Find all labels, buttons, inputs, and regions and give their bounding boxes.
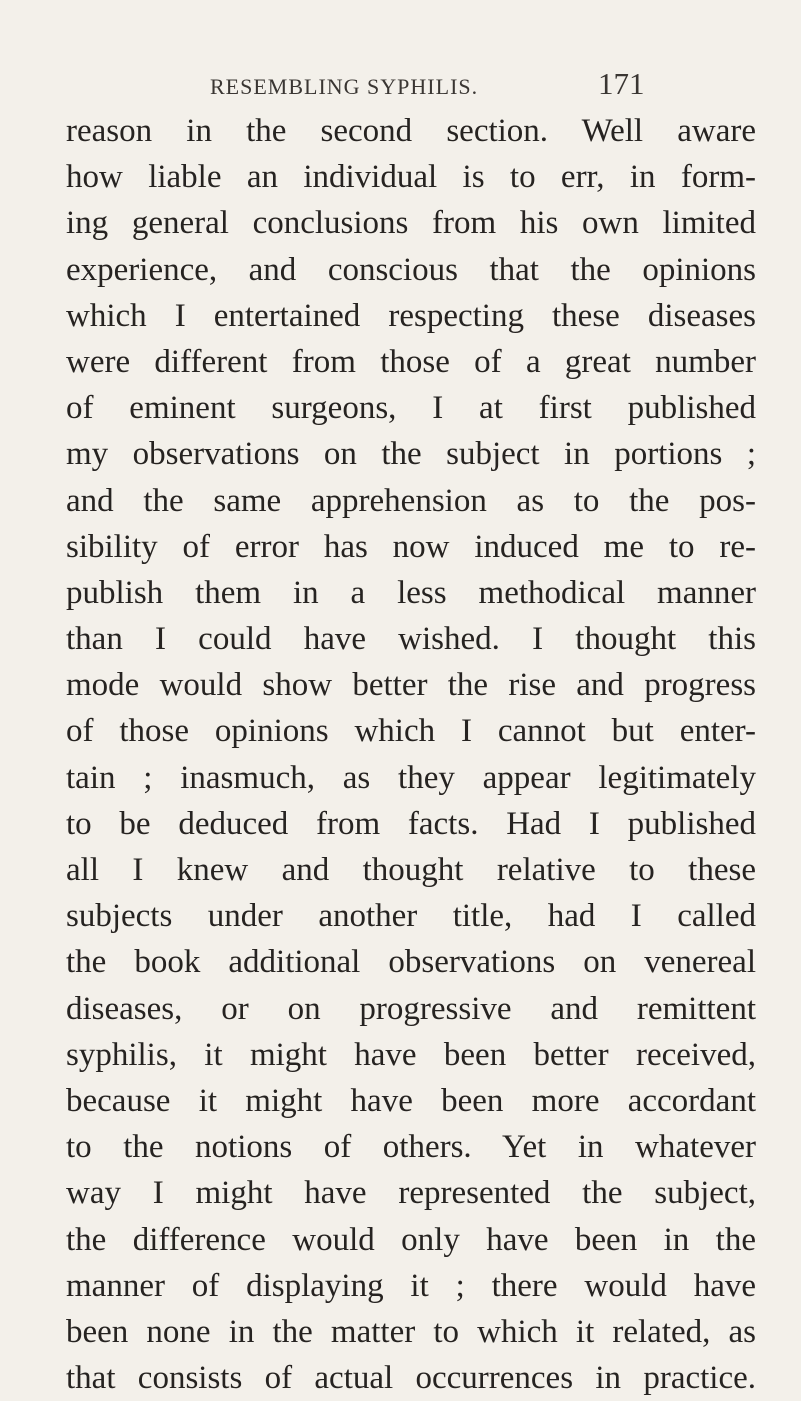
body-text [66,108,756,1401]
text-line: of those opinions which I cannot but enter- [66,713,756,750]
text-line: tain ; inasmuch, as they appear legitimately [66,759,756,796]
text-line: and the same apprehension as to the pos- [66,482,756,519]
text-line: ing general conclusions from his own limited [66,205,756,242]
text-line: because it might have been more accordant [66,1082,756,1119]
text-line: that consists of actual occurrences in practice. [66,1360,756,1397]
text-line: mode would show better the rise and progress [66,667,756,704]
text-line: way I might have represented the subject, [66,1175,756,1212]
text-line: reason in the second section. Well aware [66,113,756,149]
text-line: diseases, or on progressive and remittent [66,990,756,1027]
text-line: syphilis, it might have been better received, [66,1036,756,1073]
text-line: to the notions of others. Yet in whatever [66,1129,756,1166]
text-line: sibility of error has now induced me to re- [66,528,756,565]
text-line: to be deduced from facts. Had I published [66,805,756,842]
text-line: than I could have wished. I thought this [66,621,756,658]
text-line: my observations on the subject in portions ; [66,436,756,473]
running-head: RESEMBLING SYPHILIS. [210,74,479,99]
page-number: 171 [598,66,645,101]
text-line: were different from those of a great number [66,343,756,380]
text-line: subjects under another title, had I called [66,898,756,935]
text-line: been none in the matter to which it related, as [66,1313,756,1350]
text-line: which I entertained respecting these diseases [66,297,756,334]
text-line: the book additional observations on venereal [66,944,756,981]
text-line: experience, and conscious that the opinions [66,251,756,288]
text-line: how liable an individual is to err, in form- [66,159,756,196]
text-line: publish them in a less methodical manner [66,574,756,611]
text-line: manner of displaying it ; there would have [66,1267,756,1304]
text-line: all I knew and thought relative to these [66,852,756,888]
text-line: of eminent surgeons, I at first published [66,390,756,427]
text-line: the difference would only have been in the [66,1221,756,1258]
